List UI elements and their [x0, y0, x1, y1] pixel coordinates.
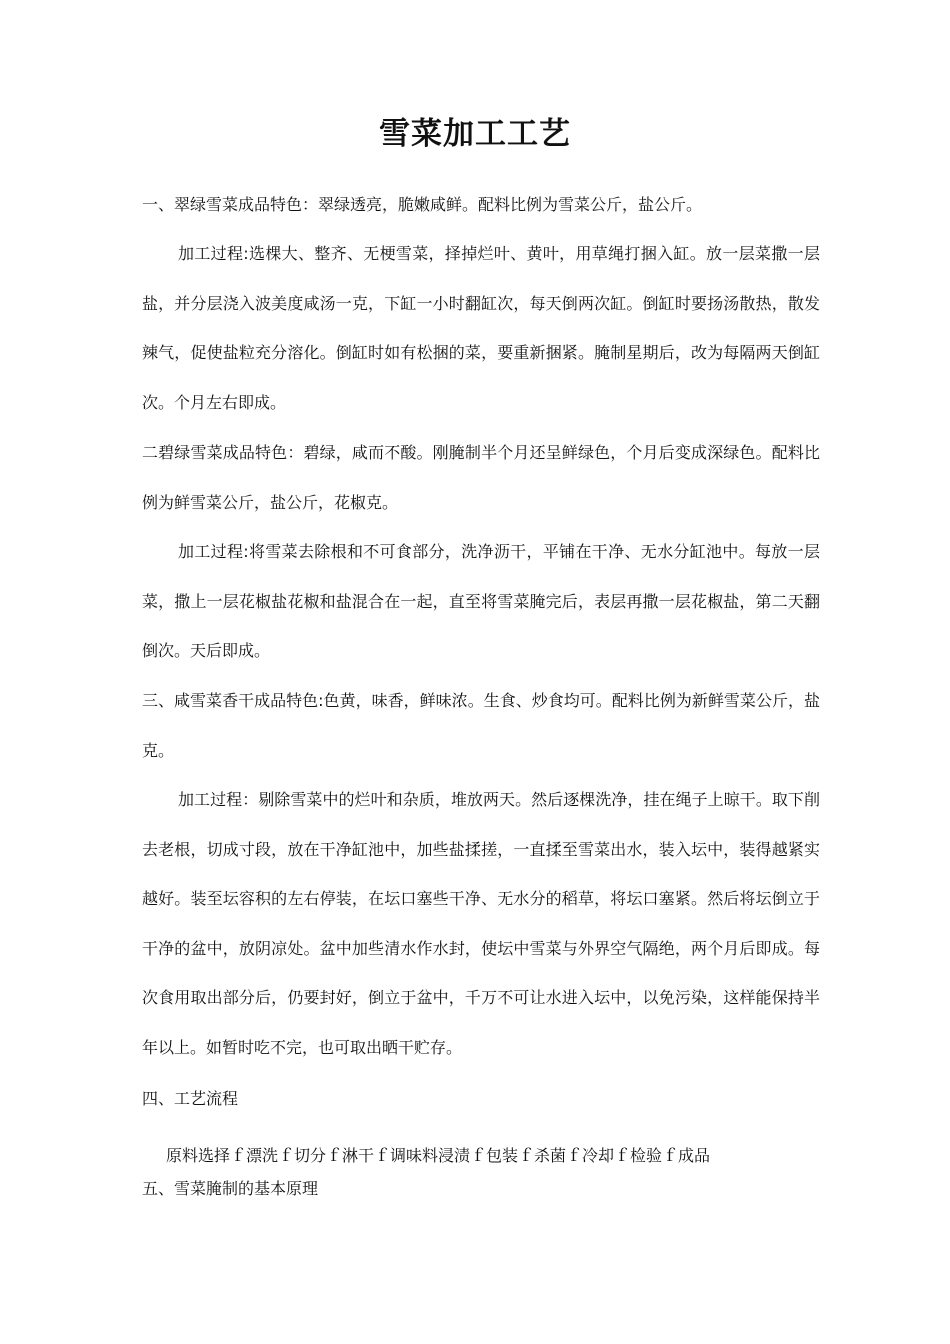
- section-3-heading: 三、咸雪菜香干成品特色:色黄，味香，鲜味浓。生食、炒食均可。配料比例为新鲜雪菜公斤，盐克。: [142, 691, 820, 760]
- process-flow: 原料选择ｆ漂洗ｆ切分ｆ淋干ｆ调味料浸渍ｆ包装ｆ杀菌ｆ冷却ｆ检验ｆ成品: [166, 1146, 711, 1165]
- section-2-process: 加工过程:将雪菜去除根和不可食部分，洗净沥干，平铺在干净、无水分缸池中。每放一层菜，撒上一层花椒盐花椒和盐混合在一起，直至将雪菜腌完后，表层再撒一层花椒盐，第二天翻倒次。天后即成。: [142, 542, 820, 661]
- section-5-heading: 五、雪菜腌制的基本原理: [142, 1179, 319, 1198]
- section-1-process: 加工过程:选棵大、整齐、无梗雪菜，择掉烂叶、黄叶，用草绳打捆入缸。放一层菜撒一层盐，并分层浇入波美度咸汤一克，下缸一小时翻缸次，每天倒两次缸。倒缸时要扬汤散热，散发辣气，促使盐粒充分溶化。倒缸时如有松捆的菜，要重新捆紧。腌制星期后，改为每隔两天倒缸次。个月左右即成。: [142, 244, 820, 412]
- section-1-heading: 一、翠绿雪菜成品特色：翠绿透亮，脆嫩咸鲜。配料比例为雪菜公斤，盐公斤。: [142, 195, 703, 214]
- section-2-heading: 二碧绿雪菜成品特色：碧绿，咸而不酸。刚腌制半个月还呈鲜绿色，个月后变成深绿色。配料比例为鲜雪菜公斤，盐公斤，花椒克。: [142, 443, 820, 512]
- document-title: 雪菜加工工艺: [379, 116, 571, 152]
- section-4-heading: 四、工艺流程: [142, 1089, 239, 1108]
- section-3-process: 加工过程：剔除雪菜中的烂叶和杂质，堆放两天。然后逐棵洗净，挂在绳子上晾干。取下削去老根，切成寸段，放在干净缸池中，加些盐揉搓，一直揉至雪菜出水，装入坛中，装得越紧实越好。装至坛容积的左右停装，在坛口塞些干净、无水分的稻草，将坛口塞紧。然后将坛倒立于干净的盆中，放阴凉处。盆中加些清水作水封，使坛中雪菜与外界空气隔绝，两个月后即成。每次食用取出部分后，仍要封好，倒立于盆中，千万不可让水进入坛中，以免污染，这样能保持半年以上。如暂时吃不完，也可取出晒干贮存。: [142, 790, 820, 1057]
